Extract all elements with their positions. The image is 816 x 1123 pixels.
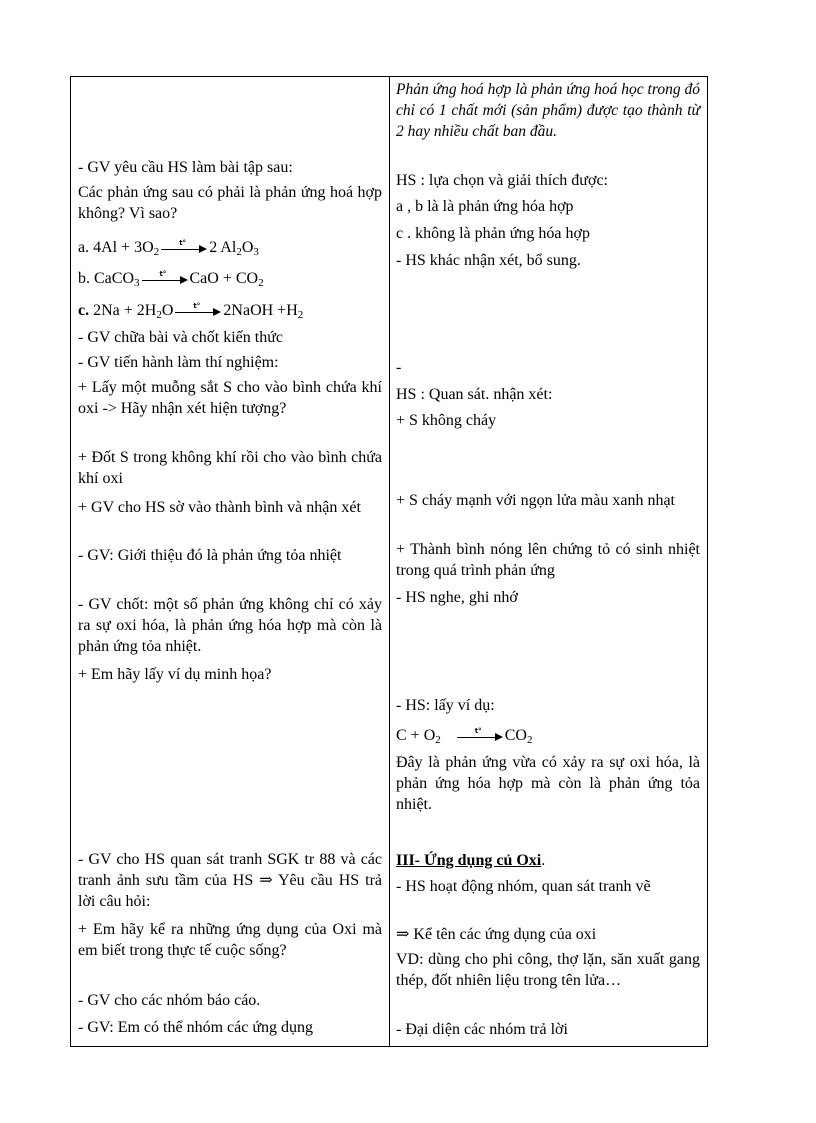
- equation-c: c. $2Na + 2H_2O$ t° 2NaOH $+H_2$: [78, 302, 304, 321]
- equation-a: a. $4Al + 3O_2$ t° 2 $Al_2O_3$: [78, 239, 259, 258]
- right-text-4: c . không là phản ứng hóa hợp: [396, 225, 590, 242]
- right-text-12: - HS: lấy ví dụ:: [396, 697, 495, 714]
- right-text-15: - HS hoạt động nhóm, quan sát tranh vẽ: [396, 878, 651, 895]
- left-text-1: - GV yêu cầu HS làm bài tập sau:: [78, 159, 293, 176]
- lesson-table: [70, 76, 708, 1047]
- right-text-17: VD: dùng cho phi công, thợ lặn, săn xuất gang thép, đốt nhiên liệu trong tên lửa…: [396, 951, 700, 989]
- implies-arrow-icon: ⇒: [396, 926, 410, 943]
- right-text-16: ⇒ Kể tên các ứng dụng của oxi: [396, 926, 597, 943]
- equation-d: $C + O_2$ t° $CO_2$: [396, 727, 533, 746]
- left-text-9: - GV chốt: một số phản ứng không chỉ có xảy ra sự oxi hóa, là phản ứng hóa hợp mà còn là phản ứng tỏa nhiệt.: [78, 596, 382, 655]
- right-text-7: HS : Quan sát. nhận xét:: [396, 386, 553, 403]
- left-text-4: - GV tiến hành làm thí nghiệm:: [78, 354, 279, 371]
- right-text-9: + S cháy mạnh với ngọn lửa màu xanh nhạt: [396, 492, 675, 509]
- left-text-8: - GV: Giới thiệu đó là phản ứng tỏa nhiệt: [78, 547, 342, 564]
- left-text-6: + Đốt S trong không khí rồi cho vào bình chứa khí oxi: [78, 449, 382, 487]
- left-text-2: Các phản ứng sau có phải là phản ứng hoá hợp không? Vì sao?: [78, 184, 382, 222]
- reaction-arrow-icon: t°: [175, 303, 221, 319]
- equation-b: b. CaCO$_3$ t° CaO + $CO_2$: [78, 270, 264, 289]
- right-text-18: - Đại diện các nhóm trả lời: [396, 1021, 568, 1038]
- left-text-11: - GV cho HS quan sát tranh SGK tr 88 và các tranh ảnh sưu tầm của HS ⇒ Yêu cầu HS trả lời câu hỏi:: [78, 851, 383, 910]
- reaction-arrow-icon: t°: [457, 728, 503, 744]
- reaction-arrow-icon: t°: [142, 271, 188, 287]
- left-text-5: + Lấy một muỗng sắt S cho vào bình chứa khí oxi -> Hãy nhận xét hiện tượng?: [78, 379, 382, 417]
- left-text-10: + Em hãy lấy ví dụ minh họa?: [78, 666, 272, 683]
- left-text-12: + Em hãy kể ra những ứng dụng của Oxi mà em biết trong thực tế cuộc sống?: [78, 921, 382, 959]
- right-text-3: a , b là là phản ứng hóa hợp: [396, 198, 574, 215]
- left-text-7: + GV cho HS sờ vào thành bình và nhận xét: [78, 499, 361, 516]
- right-text-2: HS : lựa chọn và giải thích được:: [396, 172, 608, 189]
- right-text-13: Đây là phản ứng vừa có xảy ra sự oxi hóa, là phản ứng hóa hợp mà còn là phản ứng tỏa nhiệt.: [396, 754, 700, 813]
- column-divider: [389, 77, 390, 1046]
- left-text-3: - GV chữa bài và chốt kiến thức: [78, 329, 283, 346]
- right-text-8: + S không cháy: [396, 412, 497, 429]
- right-text-11: - HS nghe, ghi nhớ: [396, 589, 518, 606]
- right-text-10: + Thành bình nóng lên chứng tỏ có sinh nhiệt trong quá trình phản ứng: [396, 541, 700, 579]
- left-text-14: - GV: Em có thể nhóm các ứng dụng: [78, 1019, 313, 1036]
- right-text-5: - HS khác nhận xét, bổ sung.: [396, 252, 581, 269]
- right-text-6: -: [396, 359, 402, 376]
- implies-arrow-icon: ⇒: [259, 872, 273, 889]
- reaction-arrow-icon: t°: [161, 240, 207, 256]
- definition-text: Phản ứng hoá hợp là phản ứng hoá học trong đó chỉ có 1 chất mới (sản phẩm) được tạo thành từ 2 hay nhiều chất ban đầu.: [396, 81, 700, 140]
- section-heading: III- Ứng dụng củ Oxi.: [396, 852, 546, 869]
- left-text-13: - GV cho các nhóm báo cáo.: [78, 992, 261, 1009]
